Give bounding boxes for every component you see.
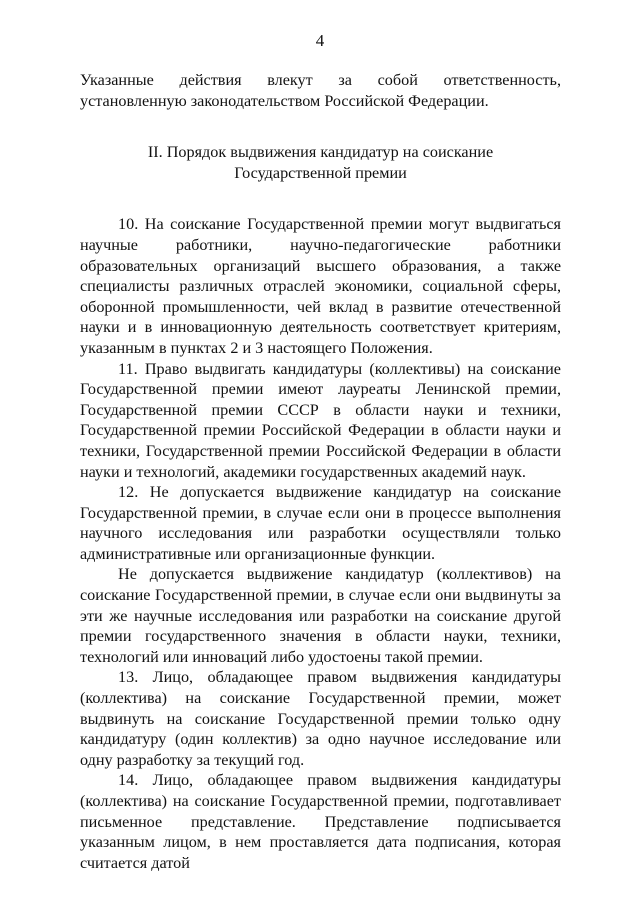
section-heading-line-1: II. Порядок выдвижения кандидатур на соискание xyxy=(147,143,494,162)
section-heading xyxy=(80,142,561,183)
intro-paragraph: Указанные действия влекут за собой ответственность, установленную законодательством Российской Федерации. xyxy=(80,71,561,110)
paragraph-12-continued: Не допускается выдвижение кандидатур (коллективов) на соискание Государственной премии, в случае если они выдвинуты за эти же научные исследования или разработки на соискание другой премии государственного значения в области науки, техники, технологий или инноваций либо удостоены такой премии. xyxy=(80,565,561,666)
paragraph-14: 14. Лицо, обладающее правом выдвижения кандидатуры (коллектива) на соискание Государственной премии, подготавливает письменное представление. Представление подписывается указанным лицом, в нем проставляется дата подписания, которая считается датой xyxy=(80,771,561,872)
paragraph-12: 12. Не допускается выдвижение кандидатур на соискание Государственной премии, в случае если они в процессе выполнения научного исследования или разработки осуществляли только административные или организационные функции. xyxy=(80,483,561,563)
document-body xyxy=(80,70,561,873)
paragraph-13: 13. Лицо, обладающее правом выдвижения кандидатуры (коллектива) на соискание Государственной премии, может выдвинуть на соискание Государственной премии только одну кандидатуру (один коллектив) за одно научное исследование или одну разработку за текущий год. xyxy=(80,668,561,769)
paragraph-11: 11. Право выдвигать кандидатуры (коллективы) на соискание Государственной премии имеют лауреаты Ленинской премии, Государственной премии СССР в области науки и техники, Государственной премии Российской Федерации в области науки и техники, Государственной премии Российской Федерации в области науки и технологий, академики государственных академий наук. xyxy=(80,359,561,481)
section-heading-line-2: Государственной премии xyxy=(234,163,407,182)
paragraph-10: 10. На соискание Государственной премии могут выдвигаться научные работники, научно-педагогические работники образовательных организаций высшего образования, а также специалисты различных отраслей экономики, социальной сферы, оборонной промышленности, чей вклад в развитие отечественной науки и в инновационную деятельность соответствует критериям, указанным в пунктах 2 и 3 настоящего Положения. xyxy=(80,215,561,357)
page-number: 4 xyxy=(315,31,325,50)
